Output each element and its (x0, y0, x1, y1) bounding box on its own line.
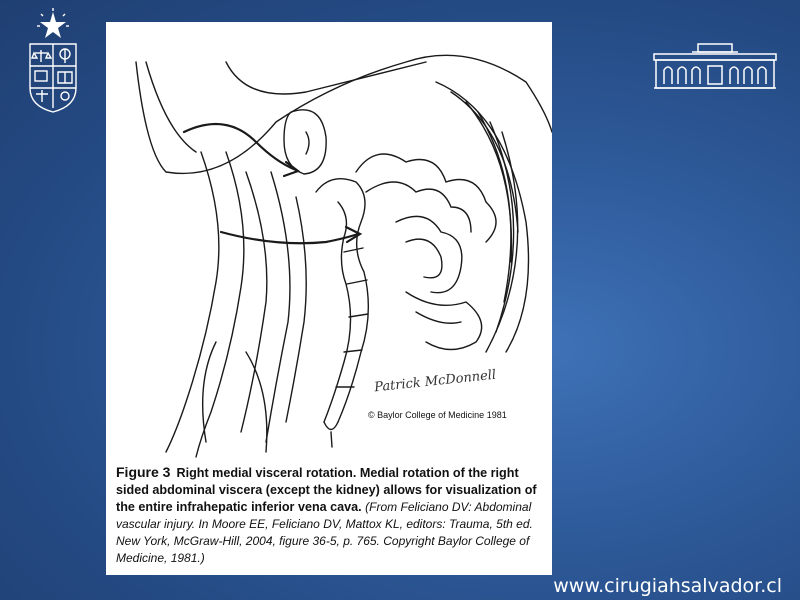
figure-card (106, 22, 552, 575)
figure-caption (116, 464, 544, 567)
figure-copyright: © Baylor College of Medicine 1981 (368, 410, 507, 420)
hospital-building-icon (652, 40, 778, 92)
caption-main-text: Right medial visceral rotation. Medial rotation of the right sided abdominal viscera (except the kidney) allows for visualization of the entire infrahepatic inferior vena cava. (116, 466, 537, 514)
artist-signature: Patrick McDonnell (373, 367, 497, 396)
university-crest-icon (24, 8, 82, 114)
anatomy-illustration (106, 22, 552, 460)
figure-label: Figure 3 (116, 464, 171, 480)
caption-source: (From Feliciano DV: Abdominal vascular injury. In Moore EE, Feliciano DV, Mattox KL, editors: Trauma, 5th ed. New York, McGraw-Hill, 2004, figure 36-5, p. 765. Copyright Baylor College of Medicine, 1981.) (116, 500, 533, 565)
website-url: www.cirugiahsalvador.cl (553, 575, 782, 597)
